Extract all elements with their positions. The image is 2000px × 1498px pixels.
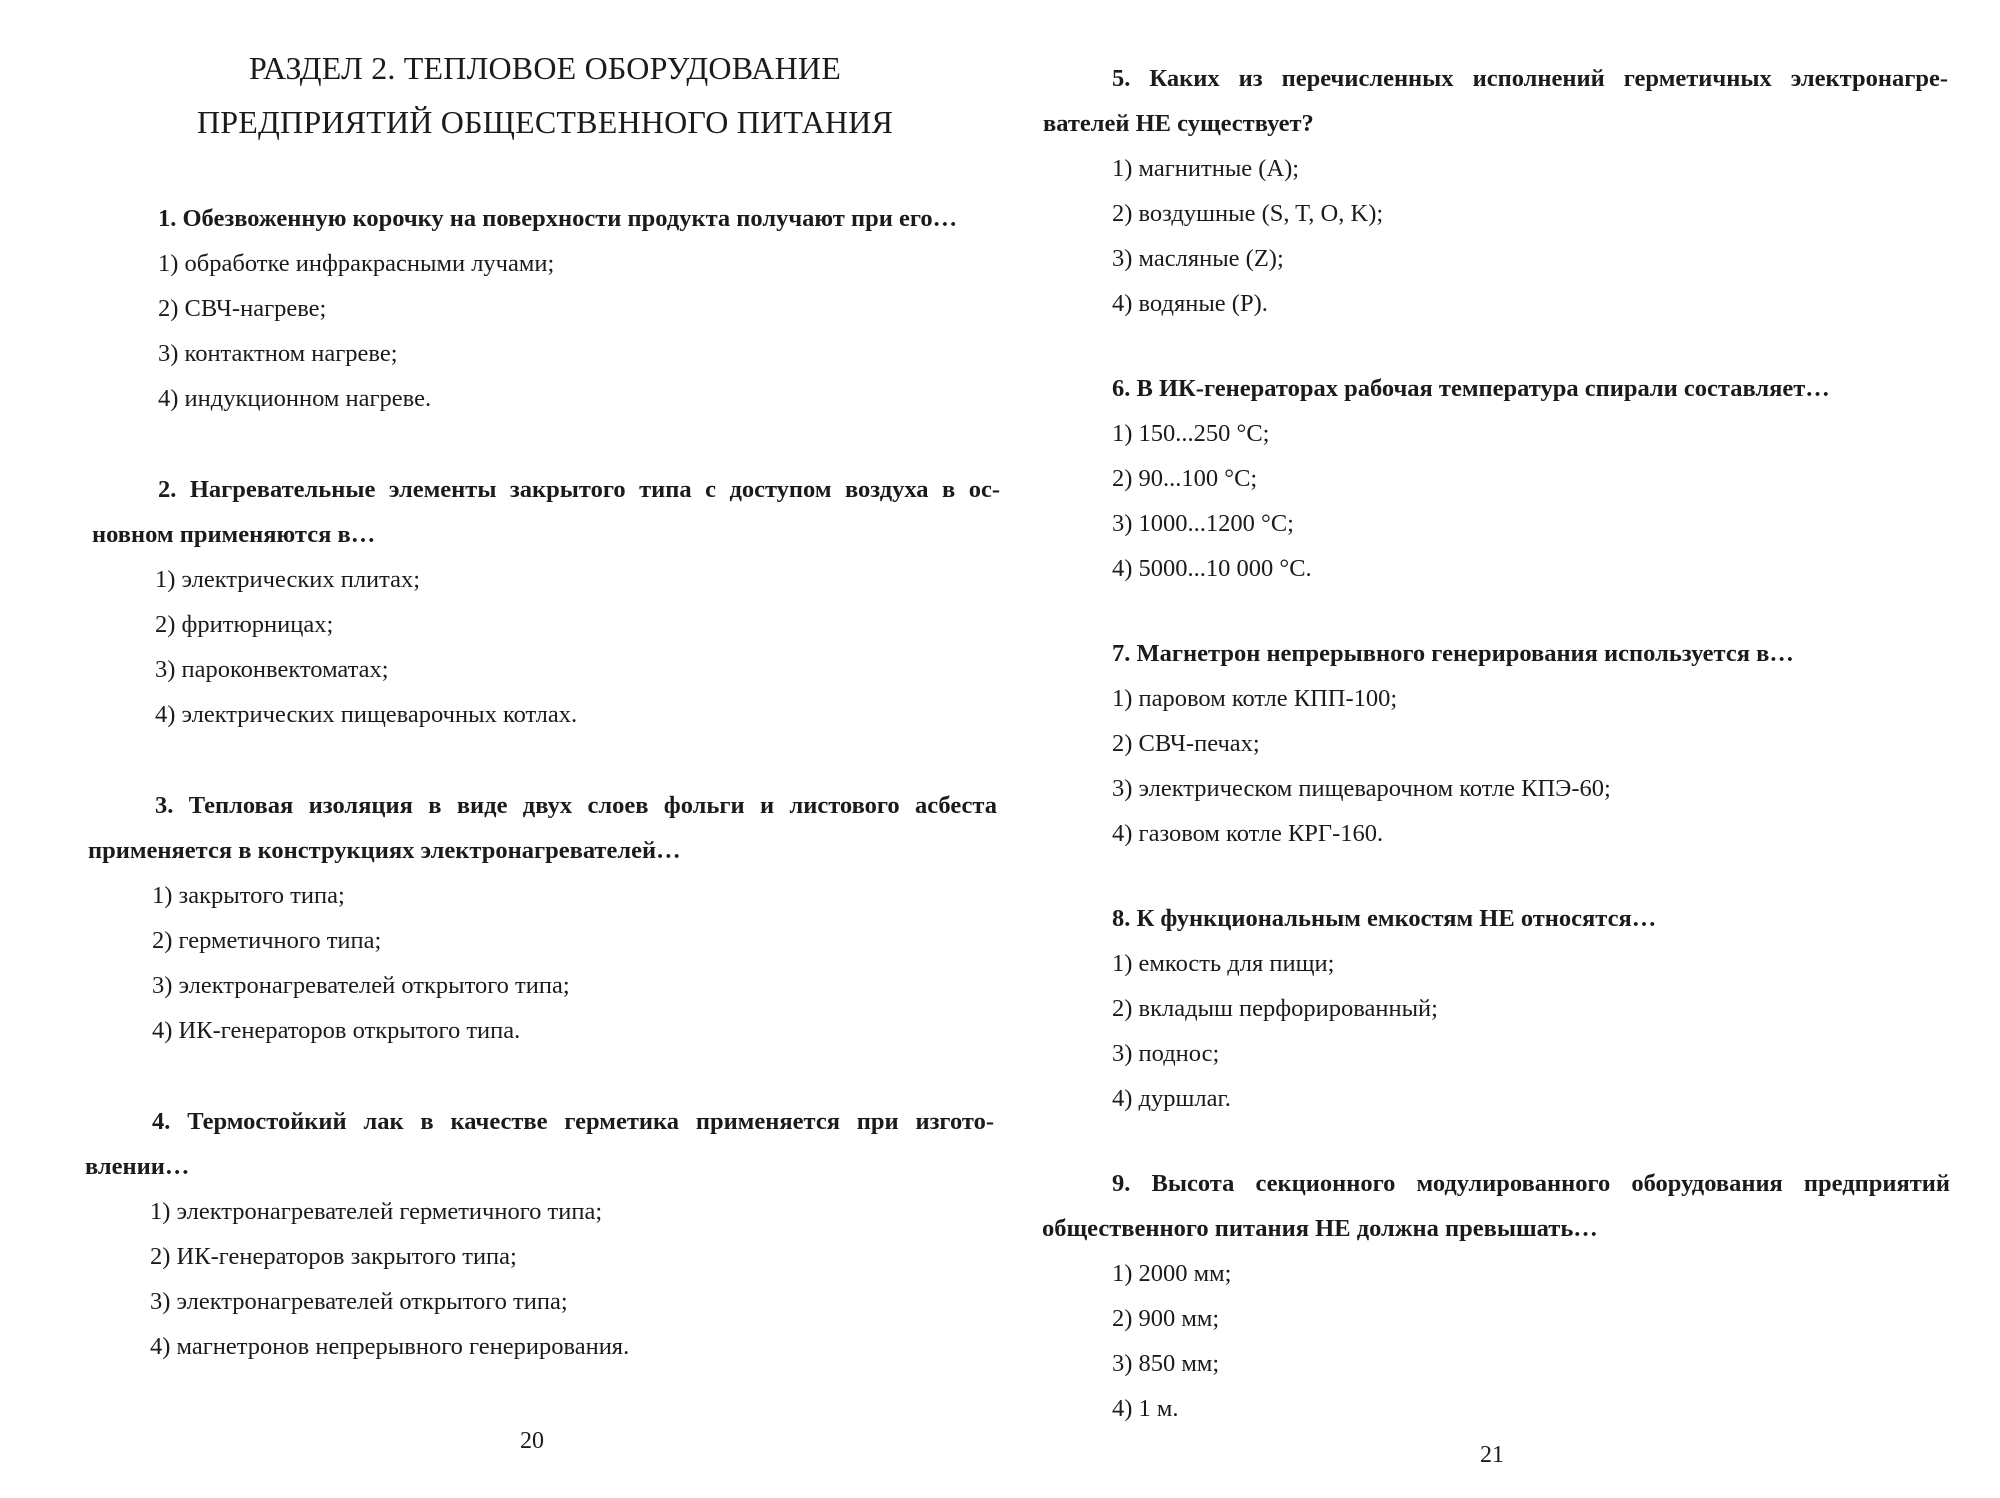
question-1-answer-4: 4) индукционном нагреве. (158, 385, 432, 412)
question-3-answer-4: 4) ИК-генераторов открытого типа. (152, 1017, 521, 1044)
question-7-answer-1: 1) паровом котле КПП-100; (1112, 685, 1398, 712)
right-page (1000, 0, 2000, 1498)
question-4-answer-2: 2) ИК-генераторов закрытого типа; (150, 1243, 517, 1270)
question-5-answer-1: 1) магнитные (А); (1112, 155, 1300, 182)
question-9-text-line-1: 9. Высота секционного модулированного оборудования предприятий (1112, 1170, 1950, 1197)
question-4-text-line-1: 4. Термостойкий лак в качестве герметика применяется при изгото- (152, 1108, 994, 1135)
question-8-answer-1: 1) емкость для пищи; (1112, 950, 1335, 977)
question-6-text: 6. В ИК-генераторах рабочая температура спирали составляет… (1112, 375, 1830, 402)
question-9-answer-3: 3) 850 мм; (1112, 1350, 1220, 1377)
question-3-answer-1: 1) закрытого типа; (152, 882, 345, 909)
question-2-text-line-1: 2. Нагревательные элементы закрытого типа с доступом воздуха в ос- (158, 476, 1000, 503)
question-1-answer-3: 3) контактном нагреве; (158, 340, 398, 367)
question-8-answer-2: 2) вкладыш перфорированный; (1112, 995, 1438, 1022)
question-9-answer-4: 4) 1 м. (1112, 1395, 1179, 1422)
question-4-answer-4: 4) магнетронов непрерывного генерирования. (150, 1333, 630, 1360)
question-6-answer-4: 4) 5000...10 000 °С. (1112, 555, 1312, 582)
section-title-line-1: РАЗДЕЛ 2. ТЕПЛОВОЕ ОБОРУДОВАНИЕ (249, 50, 841, 86)
question-5-answer-2: 2) воздушные (S, T, O, K); (1112, 200, 1384, 227)
question-4-answer-3: 3) электронагревателей открытого типа; (150, 1288, 568, 1315)
question-5-answer-3: 3) масляные (Z); (1112, 245, 1284, 272)
question-2-answer-1: 1) электрических плитах; (155, 566, 421, 593)
page-number-left: 20 (520, 1428, 544, 1454)
question-1-answer-1: 1) обработке инфракрасными лучами; (158, 250, 555, 277)
question-3-text-line-1: 3. Тепловая изоляция в виде двух слоев фольги и листового асбеста (155, 792, 997, 819)
question-2-answer-3: 3) пароконвектоматах; (155, 656, 389, 683)
question-9-answer-2: 2) 900 мм; (1112, 1305, 1220, 1332)
question-2-answer-4: 4) электрических пищеварочных котлах. (155, 701, 578, 728)
section-title-line-2: ПРЕДПРИЯТИЙ ОБЩЕСТВЕННОГО ПИТАНИЯ (196, 104, 894, 140)
page-number-right: 21 (1480, 1442, 1504, 1468)
question-8-answer-4: 4) дуршлаг. (1112, 1085, 1231, 1112)
question-8-answer-3: 3) поднос; (1112, 1040, 1220, 1067)
question-9-text-line-2: общественного питания НЕ должна превышать… (1042, 1215, 1598, 1242)
question-4-answer-1: 1) электронагревателей герметичного типа; (150, 1198, 603, 1225)
question-4-text-line-2: влении… (85, 1153, 190, 1180)
question-7-text: 7. Магнетрон непрерывного генерирования используется в… (1112, 640, 1794, 667)
question-5-text-line-1: 5. Каких из перечисленных исполнений герметичных электронагре- (1112, 65, 1948, 92)
question-6-answer-2: 2) 90...100 °С; (1112, 465, 1258, 492)
question-1-text: 1. Обезвоженную корочку на поверхности продукта получают при его… (158, 205, 958, 232)
question-7-answer-4: 4) газовом котле КРГ-160. (1112, 820, 1384, 847)
question-5-answer-4: 4) водяные (P). (1112, 290, 1268, 317)
question-3-answer-2: 2) герметичного типа; (152, 927, 382, 954)
question-6-answer-1: 1) 150...250 °С; (1112, 420, 1270, 447)
question-3-answer-3: 3) электронагревателей открытого типа; (152, 972, 570, 999)
question-7-answer-3: 3) электрическом пищеварочном котле КПЭ-60; (1112, 775, 1611, 802)
question-2-text-line-2: новном применяются в… (92, 521, 376, 548)
question-8-text: 8. К функциональным емкостям НЕ относятся… (1112, 905, 1657, 932)
question-1-answer-2: 2) СВЧ-нагреве; (158, 295, 327, 322)
question-3-text-line-2: применяется в конструкциях электронагревателей… (88, 837, 681, 864)
question-7-answer-2: 2) СВЧ-печах; (1112, 730, 1260, 757)
question-9-answer-1: 1) 2000 мм; (1112, 1260, 1232, 1287)
question-5-text-line-2: вателей НЕ существует? (1043, 110, 1314, 137)
question-6-answer-3: 3) 1000...1200 °С; (1112, 510, 1294, 537)
question-2-answer-2: 2) фритюрницах; (155, 611, 334, 638)
